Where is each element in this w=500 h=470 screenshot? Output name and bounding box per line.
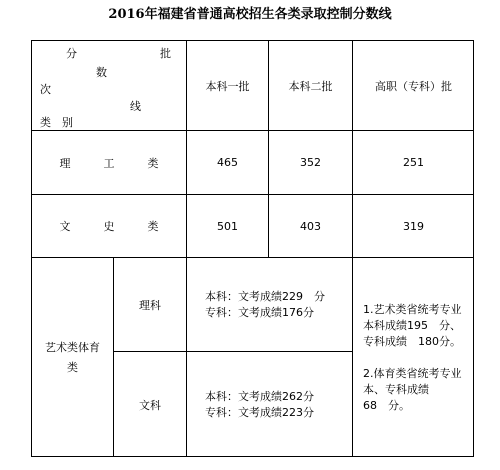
note-item1-line3: 专科成绩 180分。: [363, 334, 461, 348]
table-right-border: [473, 40, 474, 457]
cell-ligong-benke-1: 465: [186, 130, 268, 194]
wenke-zhuanke-line: 专科：文考成绩223分: [205, 405, 314, 419]
column-header-gaozhi: 高职（专科）批: [352, 40, 474, 130]
subrow-label-like: 理科: [113, 257, 186, 351]
subrow-like-scores: [186, 257, 352, 351]
like-benke-line: 本科：文考成绩229 分: [205, 289, 325, 303]
arts-sports-label: 艺术类体育类: [45, 340, 100, 374]
header-corner: [31, 40, 186, 130]
like-zhuanke-line: 专科：文考成绩176分: [205, 305, 314, 319]
score-table: [31, 40, 474, 457]
wenke-benke-line: 本科：文考成绩262分: [205, 389, 314, 403]
cell-ligong-benke-2: 352: [268, 130, 352, 194]
note-spacer: [363, 350, 470, 366]
cell-wenshi-benke-1: 501: [186, 194, 268, 257]
corner-fen: 分: [66, 47, 77, 60]
cell-ligong-gaozhi: 251: [352, 130, 474, 194]
row-label-ligong: 理 工 类: [31, 130, 186, 194]
corner-pi: 批: [160, 47, 171, 60]
note-item2-line1: 2.体育类省统考专业: [363, 366, 462, 380]
note-item1-line2: 本科成绩195 分、: [363, 318, 461, 332]
subrow-wenke-scores: [186, 351, 352, 457]
subrow-label-wenke: 文科: [113, 351, 186, 457]
note-item1-line1: 1.艺术类省统考专业: [363, 302, 462, 316]
column-header-benke-1: 本科一批: [186, 40, 268, 130]
cell-wenshi-gaozhi: 319: [352, 194, 474, 257]
column-header-benke-2: 本科二批: [268, 40, 352, 130]
table-bottom-border: [31, 456, 474, 457]
corner-ci: 次: [40, 83, 51, 96]
cell-wenshi-benke-2: 403: [268, 194, 352, 257]
arts-sports-note: [352, 257, 474, 457]
page-title: 2016年福建省普通高校招生各类录取控制分数线: [108, 7, 392, 22]
corner-shu: 数: [96, 66, 107, 79]
row-label-wenshi: 文 史 类: [31, 194, 186, 257]
note-item2-line2: 本、专科成绩: [363, 382, 429, 396]
note-item2-line3: 68 分。: [363, 398, 410, 412]
corner-lei-bie: 类 别: [40, 116, 73, 129]
row-label-arts-sports: [31, 257, 113, 457]
corner-xian: 线: [130, 100, 141, 113]
